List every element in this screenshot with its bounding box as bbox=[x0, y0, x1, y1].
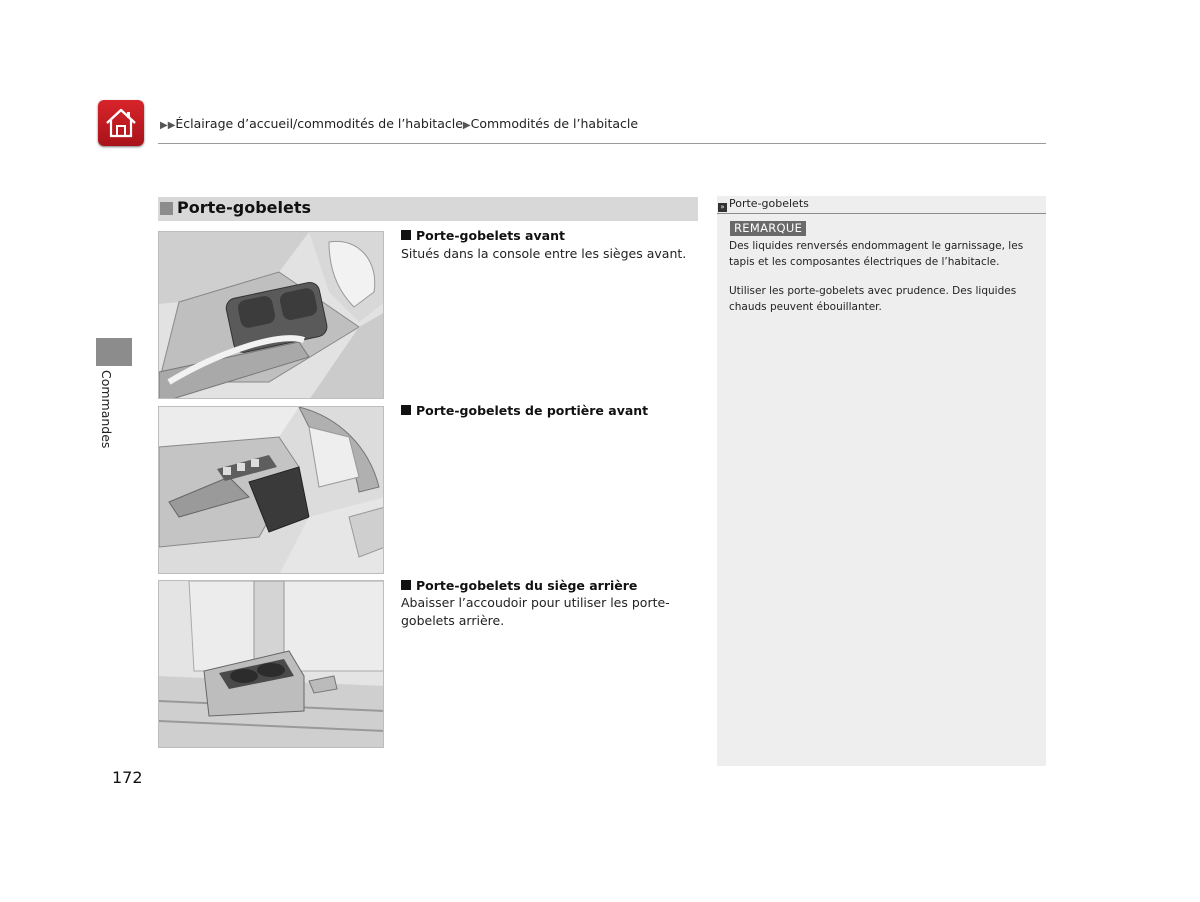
bullet-square-icon bbox=[401, 405, 411, 415]
item-text-front: Situés dans la console entre les sièges avant. bbox=[401, 246, 687, 261]
bullet-square-icon bbox=[401, 580, 411, 590]
breadcrumb-arrow-icon: ▶ bbox=[462, 120, 471, 131]
bullet-square-icon bbox=[401, 230, 411, 240]
item-heading-door: Porte-gobelets de portière avant bbox=[401, 403, 648, 418]
section-square-icon bbox=[160, 202, 173, 215]
breadcrumb-link-2[interactable]: Commodités de l’habitacle bbox=[470, 116, 639, 131]
chapter-tab-marker bbox=[96, 338, 132, 366]
item-heading-rear: Porte-gobelets du siège arrière bbox=[401, 578, 637, 593]
chapter-label[interactable]: Commandes bbox=[99, 370, 114, 449]
note-title bbox=[717, 196, 1046, 214]
note-title-text[interactable]: Porte-gobelets bbox=[729, 197, 809, 210]
door-cupholder-image bbox=[158, 406, 384, 574]
breadcrumb bbox=[160, 116, 638, 131]
rear-cupholder-image bbox=[158, 580, 384, 748]
double-arrow-icon: » bbox=[718, 203, 727, 212]
home-button[interactable] bbox=[98, 100, 144, 146]
breadcrumb-link-1[interactable]: Éclairage d’accueil/commodités de l’habitacle bbox=[175, 116, 463, 131]
section-title: Porte-gobelets bbox=[177, 198, 312, 217]
note-paragraph-2: Utiliser les porte-gobelets avec prudence. Des liquides chauds peuvent ébouillanter. bbox=[729, 285, 1017, 313]
header-divider bbox=[158, 143, 1046, 144]
remark-badge: REMARQUE bbox=[730, 221, 806, 236]
home-icon bbox=[104, 106, 138, 140]
note-paragraph-1: Des liquides renversés endommagent le garnissage, les tapis et les composantes électriques de l’habitacle. bbox=[729, 240, 1024, 268]
front-cupholder-image bbox=[158, 231, 384, 399]
item-heading-front: Porte-gobelets avant bbox=[401, 228, 565, 243]
breadcrumb-arrow-icon: ▶▶ bbox=[160, 120, 176, 131]
section-heading bbox=[158, 197, 698, 221]
note-panel bbox=[717, 196, 1046, 766]
item-text-rear: Abaisser l’accoudoir pour utiliser les porte-gobelets arrière. bbox=[401, 595, 670, 628]
page-number: 172 bbox=[112, 768, 143, 787]
